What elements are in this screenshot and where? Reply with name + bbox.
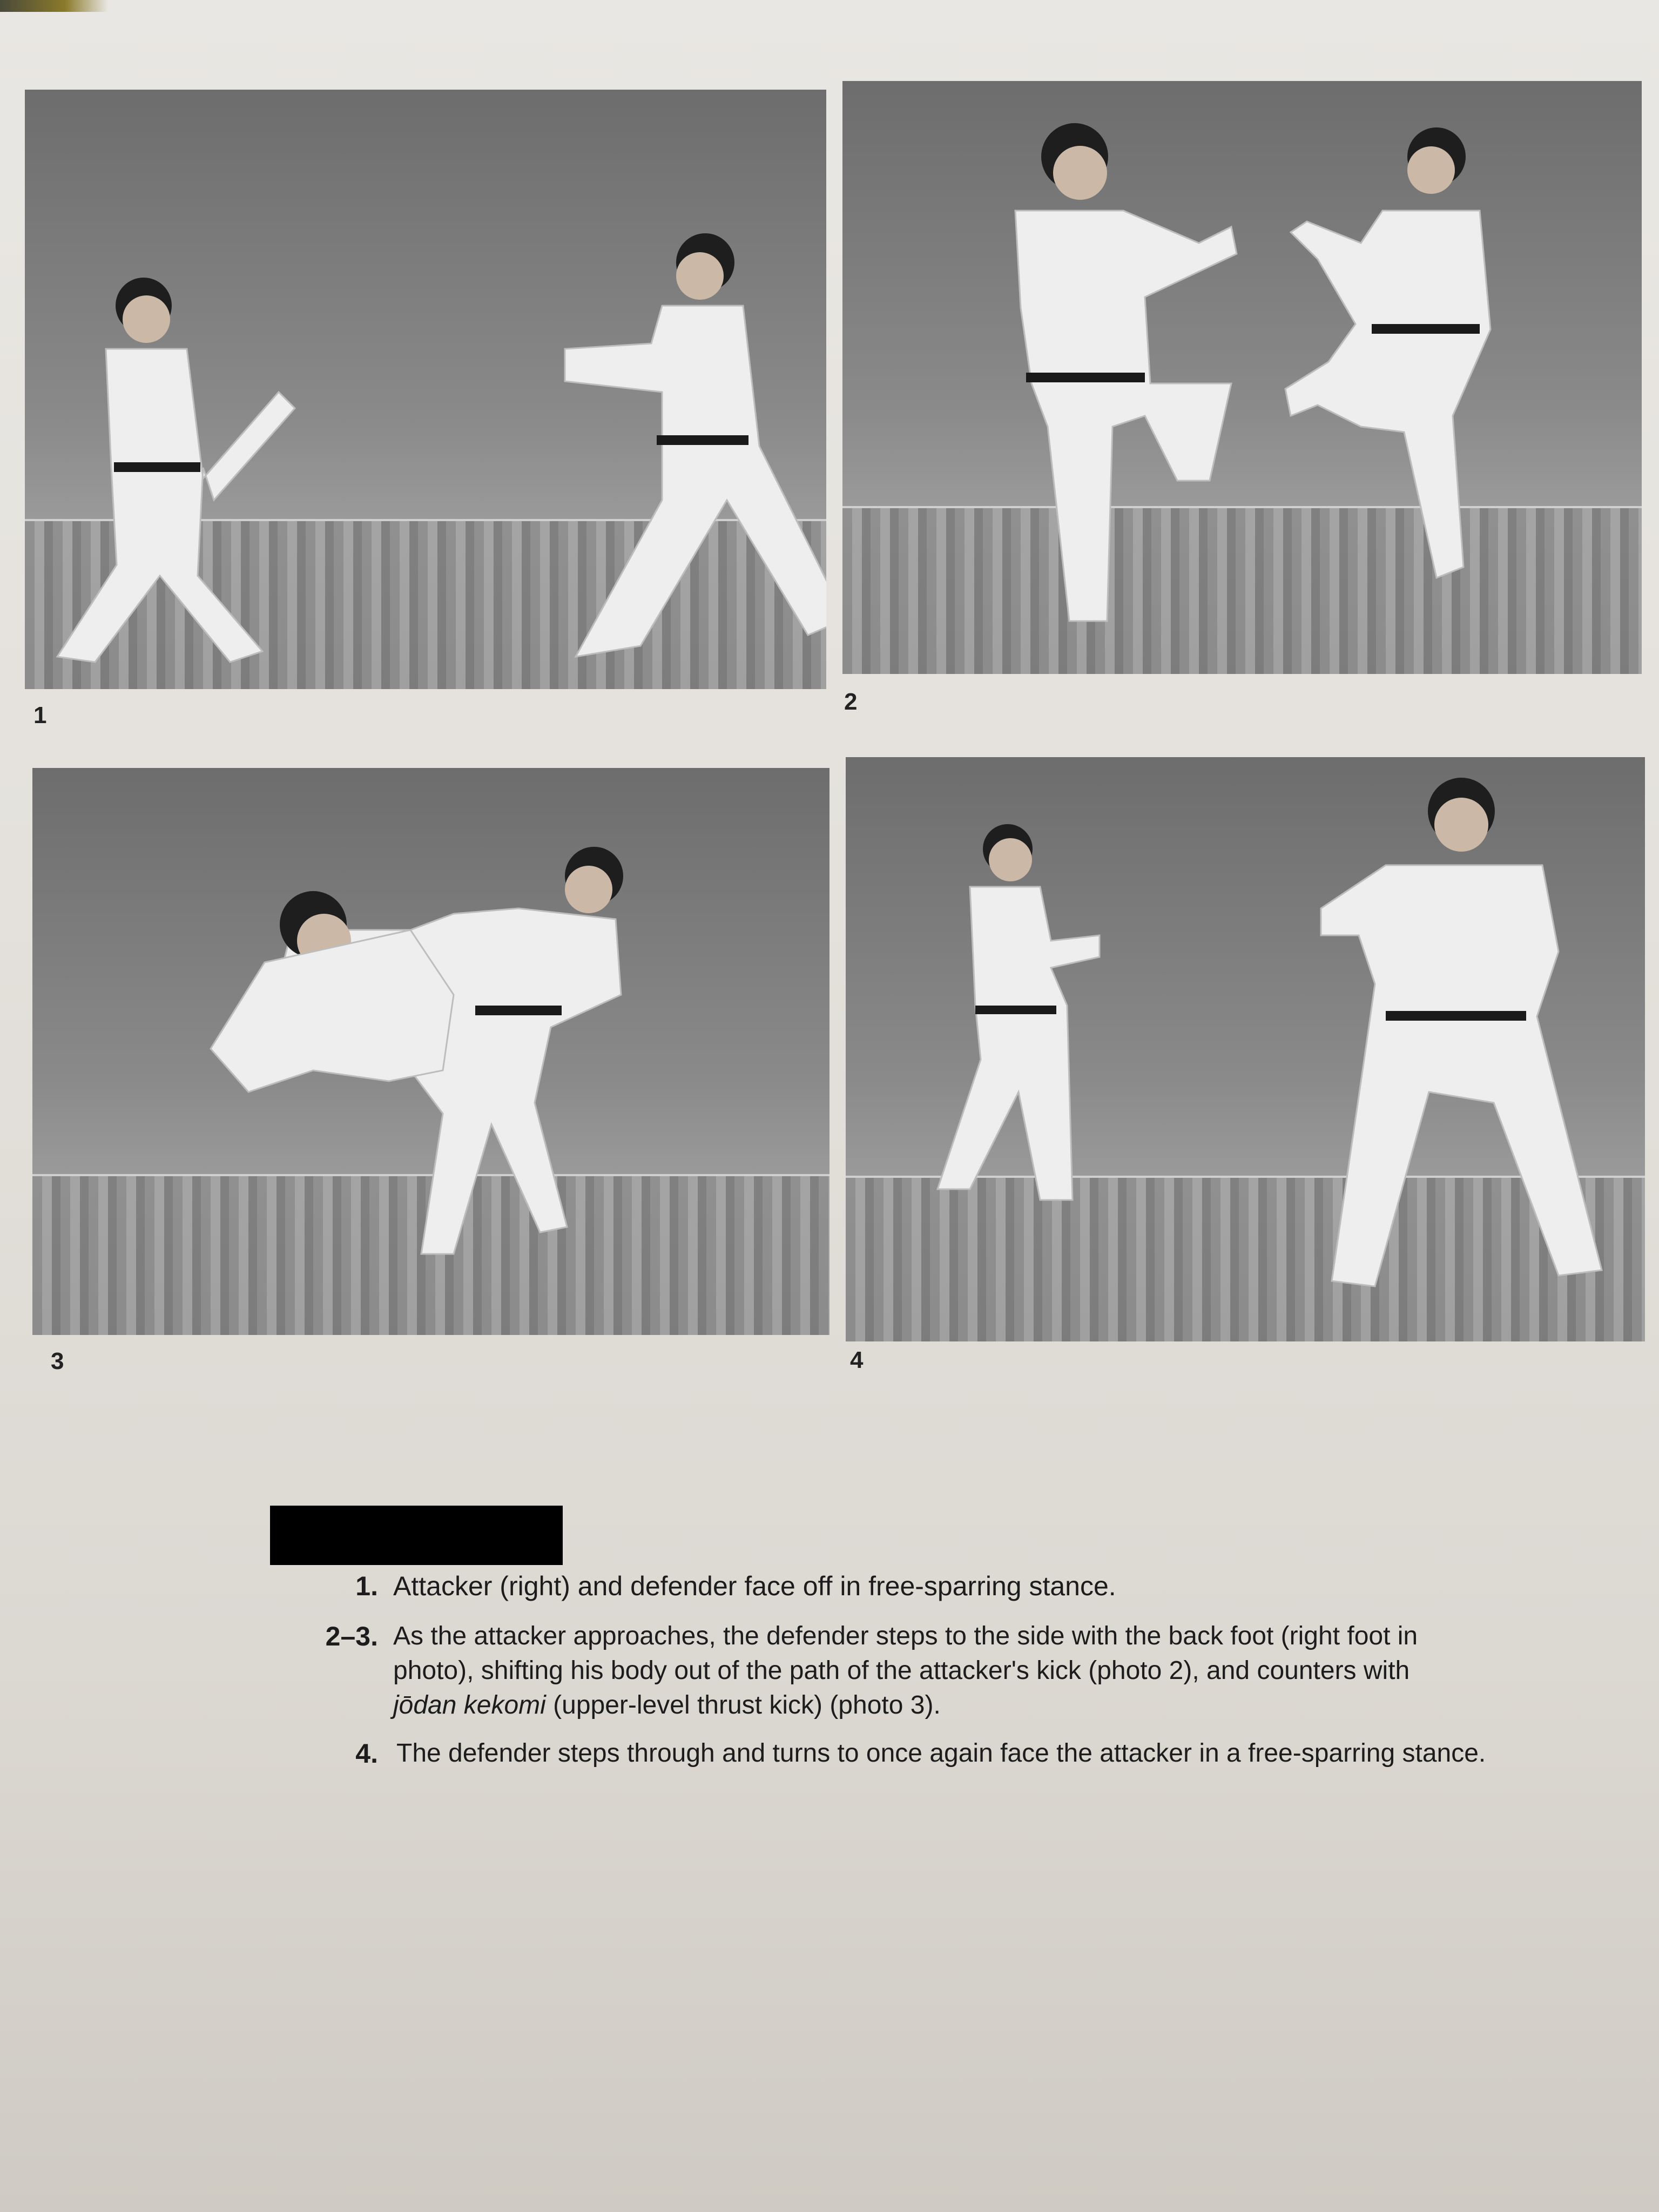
caption-term: jōdan kekomi xyxy=(393,1691,546,1719)
caption-4 xyxy=(329,1736,1572,1774)
caption-text: Attacker (right) and defender face off in free-sparring stance. xyxy=(393,1571,1116,1601)
caption-number: 4. xyxy=(355,1738,378,1769)
caption-text-line-3 xyxy=(393,1688,941,1723)
photo-3 xyxy=(32,768,830,1335)
photo-2 xyxy=(842,81,1642,674)
karateka-attacker-leaning xyxy=(32,768,830,1335)
caption-term-rest: (upper-level thrust kick) (photo 3). xyxy=(545,1691,941,1719)
photo-4 xyxy=(846,757,1645,1341)
karateka-attacker xyxy=(846,757,1645,1341)
caption-text: The defender steps through and turns to once again face the attacker in a free-sparring stance. xyxy=(396,1739,1486,1768)
karateka-attacker xyxy=(25,90,826,689)
photo-number-3: 3 xyxy=(51,1348,64,1374)
redacted-heading xyxy=(270,1506,563,1565)
photo-number-4: 4 xyxy=(850,1347,864,1373)
caption-text-line-1: As the attacker approaches, the defender steps to the side with the back foot (right foot in xyxy=(393,1622,1418,1650)
photo-number-2: 2 xyxy=(844,689,858,715)
caption-number: 1. xyxy=(355,1571,378,1601)
photo-1 xyxy=(25,90,826,689)
page-corner-edge xyxy=(0,0,108,12)
caption-text-line-2: photo), shifting his body out of the path of the attacker's kick (photo 2), and counters with xyxy=(393,1656,1410,1685)
caption-2-3 xyxy=(325,1619,1572,1732)
photo-number-1: 1 xyxy=(33,702,47,729)
caption-1 xyxy=(329,1569,1572,1607)
caption-number: 2–3. xyxy=(325,1621,378,1651)
karateka-attacker xyxy=(842,81,1642,674)
